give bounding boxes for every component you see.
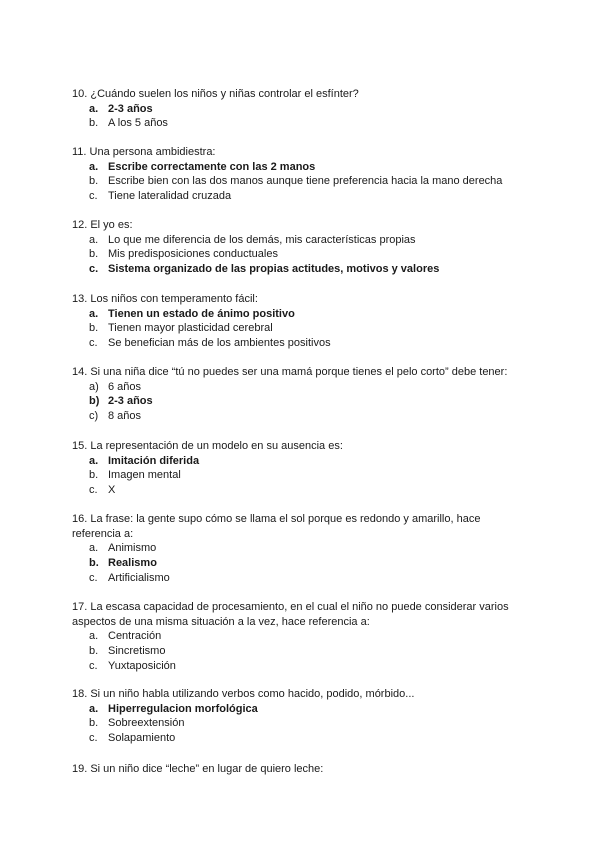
option-a: a) 6 años: [89, 380, 142, 393]
option-b: b. Realismo: [89, 557, 157, 570]
question-13: [72, 292, 532, 351]
option-c: c) 8 años: [89, 410, 142, 423]
question-stem: 15. La representación de un modelo en su ausencia es:: [72, 440, 343, 452]
question-14: [72, 365, 532, 424]
option-b: b. Escribe bien con las dos manos aunque tiene preferencia hacia la mano derecha: [89, 175, 503, 188]
question-17: [72, 600, 532, 674]
question-16: [72, 512, 532, 586]
option-c: c. X: [89, 484, 116, 497]
question-stem: 19. Si un niño dice “leche” en lugar de quiero leche:: [72, 763, 324, 775]
question-stem: 11. Una persona ambidiestra:: [72, 146, 216, 158]
option-b: b) 2-3 años: [89, 395, 153, 408]
question-stem: 13. Los niños con temperamento fácil:: [72, 293, 258, 305]
option-c: c. Yuxtaposición: [89, 659, 176, 672]
option-c: c. Tiene lateralidad cruzada: [89, 190, 232, 203]
question-12: [72, 218, 532, 277]
option-c: c. Sistema organizado de las propias actitudes, motivos y valores: [89, 263, 440, 276]
option-a: a. Lo que me diferencia de los demás, mis características propias: [89, 233, 416, 246]
question-stem: 18. Si un niño habla utilizando verbos como hacido, podido, mórbido...: [72, 688, 415, 700]
question-stem: 10. ¿Cuándo suelen los niños y niñas controlar el esfínter?: [72, 88, 359, 100]
option-b: b. Sincretismo: [89, 645, 166, 658]
option-b: b. A los 5 años: [89, 117, 168, 130]
question-stem: 17. La escasa capacidad de procesamiento, en el cual el niño no puede considerar varios aspectos de una misma situación a la vez, hace referencia a:: [72, 601, 509, 628]
question-15: [72, 439, 532, 498]
option-b: b. Tienen mayor plasticidad cerebral: [89, 322, 273, 335]
question-stem: 16. La frase: la gente supo cómo se llama el sol porque es redondo y amarillo, hace referencia a:: [72, 513, 481, 540]
option-a: a. Centración: [89, 630, 162, 643]
option-a: a. Animismo: [89, 542, 157, 555]
option-a: a. Imitación diferida: [89, 454, 200, 467]
option-a: a. Hiperregulacion morfológica: [89, 702, 258, 715]
question-stem: 12. El yo es:: [72, 219, 133, 231]
question-10: [72, 87, 532, 131]
option-a: a. 2-3 años: [89, 102, 153, 115]
option-a: a. Tienen un estado de ánimo positivo: [89, 307, 295, 320]
option-b: b. Mis predisposiciones conductuales: [89, 248, 278, 261]
option-b: b. Sobreextensión: [89, 717, 185, 730]
question-18: [72, 687, 532, 746]
question-stem: 14. Si una niña dice “tú no puedes ser una mamá porque tienes el pelo corto” debe tener:: [72, 366, 508, 378]
option-b: b. Imagen mental: [89, 469, 181, 482]
option-c: c. Artificialismo: [89, 571, 170, 584]
option-c: c. Se benefician más de los ambientes positivos: [89, 337, 331, 350]
question-11: [72, 145, 532, 204]
option-c: c. Solapamiento: [89, 732, 176, 745]
option-a: a. Escribe correctamente con las 2 manos: [89, 160, 316, 173]
question-19: [72, 762, 532, 777]
